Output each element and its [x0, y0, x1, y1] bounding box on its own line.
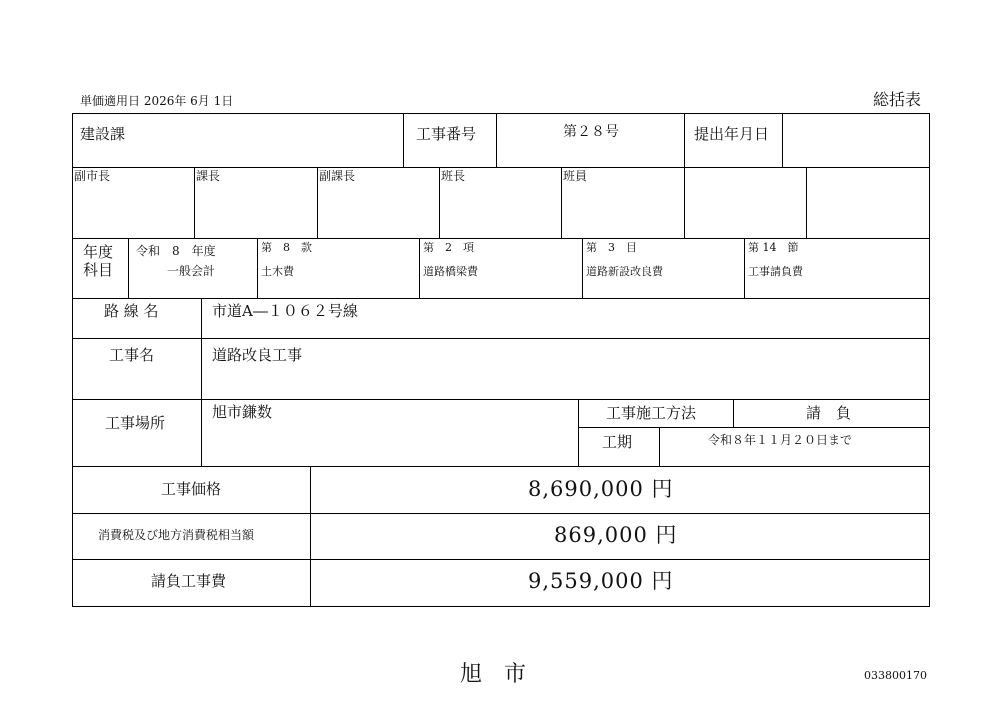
col-divider [782, 113, 783, 167]
kan-number: 第 8 款 [261, 241, 312, 254]
approval-label: 副市長 [74, 169, 111, 183]
col-divider [419, 238, 420, 298]
moku-number: 第 3 目 [586, 241, 637, 254]
cost-amount-construction: 8,690,000 円 [528, 477, 674, 501]
col-divider [310, 466, 311, 606]
col-divider [733, 399, 734, 427]
work-name-label: 工事名 [109, 346, 155, 364]
document-code: 033800170 [864, 669, 927, 682]
cost-label-contract: 請負工事費 [151, 572, 227, 590]
fiscal-year: 令和 8 年度 [136, 244, 216, 258]
row-divider [72, 513, 930, 514]
period-label: 工期 [602, 433, 633, 451]
col-divider [561, 167, 562, 238]
col-divider [744, 238, 745, 298]
kan-name: 土木費 [261, 265, 294, 278]
approval-label: 副課長 [319, 169, 356, 183]
moku-name: 道路新設改良費 [586, 265, 663, 278]
period-value: 令和８年１１月２０日まで [708, 433, 853, 447]
col-divider [806, 167, 807, 238]
col-divider [403, 113, 404, 167]
cost-label-tax: 消費税及び地方消費税相当額 [98, 528, 255, 542]
cost-amount-tax: 869,000 円 [554, 523, 678, 547]
col-divider [582, 238, 583, 298]
row-divider [578, 427, 930, 428]
department: 建設課 [80, 125, 126, 143]
route-value: 市道A―１０６２号線 [212, 302, 358, 320]
row-divider [72, 238, 930, 239]
approval-label: 課長 [196, 169, 221, 183]
work-number: 第２８号 [563, 124, 619, 140]
row-divider [72, 466, 930, 467]
approval-label: 班員 [563, 169, 588, 183]
route-label: 路 線 名 [104, 302, 159, 320]
row-divider [72, 167, 930, 168]
submit-date-label: 提出年月日 [694, 125, 770, 143]
form-title: 総括表 [873, 90, 922, 109]
col-divider [578, 399, 579, 466]
col-divider [684, 167, 685, 238]
cost-amount-contract: 9,559,000 円 [528, 569, 674, 593]
setsu-number: 第 14 節 [748, 241, 799, 254]
kou-name: 道路橋梁費 [423, 265, 478, 278]
account-name: 一般会計 [167, 264, 216, 278]
city-name: 旭 市 [460, 662, 527, 687]
location-label: 工事場所 [105, 414, 166, 432]
row-divider [72, 559, 930, 560]
col-divider [201, 298, 202, 466]
cost-label-construction: 工事価格 [161, 480, 222, 498]
work-name-value: 道路改良工事 [212, 346, 303, 364]
col-divider [496, 113, 497, 167]
col-divider [439, 167, 440, 238]
col-divider [317, 167, 318, 238]
approval-label: 班長 [441, 169, 466, 183]
location-value: 旭市鎌数 [212, 403, 273, 421]
col-divider [659, 427, 660, 466]
setsu-name: 工事請負費 [748, 265, 803, 278]
work-number-label: 工事番号 [416, 125, 477, 143]
col-divider [128, 238, 129, 298]
col-divider [257, 238, 258, 298]
kou-number: 第 2 項 [423, 241, 474, 254]
budget-label-year: 年度 [83, 243, 114, 261]
method-label: 工事施工方法 [606, 404, 697, 422]
budget-label-subject: 科目 [83, 261, 114, 279]
method-value: 請 負 [806, 404, 852, 422]
unit-price-date: 単価適用日 2026年 6月 1日 [80, 94, 234, 108]
col-divider [194, 167, 195, 238]
col-divider [684, 113, 685, 167]
